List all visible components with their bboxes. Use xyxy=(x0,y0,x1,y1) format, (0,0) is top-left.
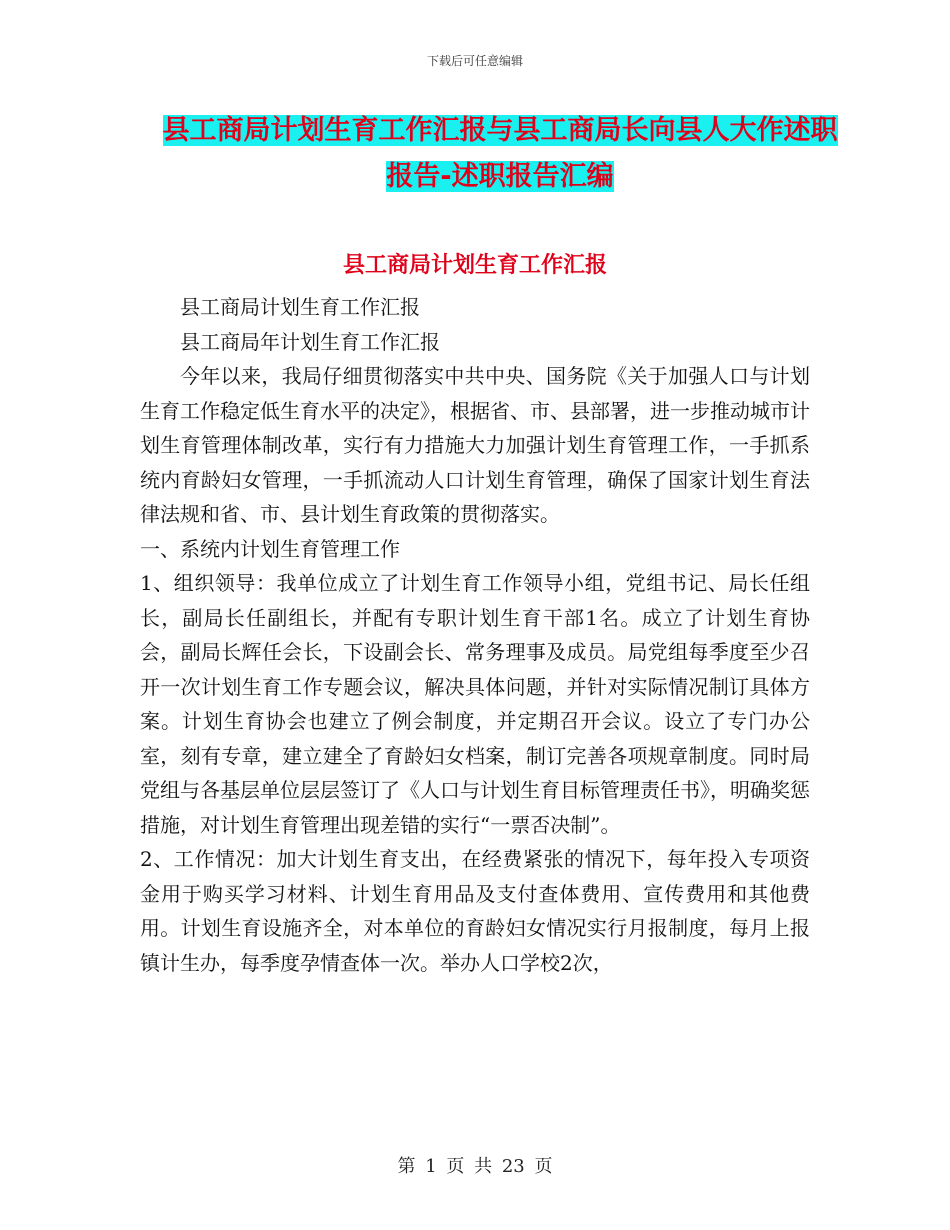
document-body xyxy=(140,290,810,980)
section-title: 县工商局计划生育工作汇报 xyxy=(342,253,607,278)
paragraph-intro: 今年以来，我局仔细贯彻落实中共中央、国务院《关于加强人口与计划生育工作稳定低生育水平的决定》，根据省、市、县部署，进一步推动城市计划生育管理体制改革，实行有力措施大力加强计划生育管理工作，一手抓系统内育龄妇女管理，一手抓流动人口计划生育管理，确保了国家计划生育法律法规和省、市、县计划生育政策的贯彻落实。 xyxy=(140,364,810,526)
page-number: 第 1 页 共 23 页 xyxy=(397,1156,553,1177)
paragraph-subtitle-year: 县工商局年计划生育工作汇报 xyxy=(180,329,440,354)
paragraph-item-2: 2、工作情况：加大计划生育支出，在经费紧张的情况下，每年投入专项资金用于购买学习材料、计划生育用品及支付查体费用、宣传费用和其他费用。计划生育设施齐全，对本单位的育龄妇女情况实行月报制度，每月上报镇计生办，每季度孕情查体一次。举办人口学校2次， xyxy=(140,847,810,975)
paragraph-subtitle: 县工商局计划生育工作汇报 xyxy=(180,295,420,319)
document-title-text: 县工商局计划生育工作汇报与县工商局长向县人大作述职报告-述职报告汇编 xyxy=(162,115,838,192)
page-header-note: 下载后可任意编辑 xyxy=(426,54,523,68)
document-title xyxy=(150,108,850,200)
paragraph-heading-1: 一、系统内计划生育管理工作 xyxy=(140,536,400,561)
paragraph-item-1: 1、组织领导：我单位成立了计划生育工作领导小组，党组书记、局长任组长，副局长任副组长，并配有专职计划生育干部1名。成立了计划生育协会，副局长辉任会长，下设副会长、常务理事及成员。局党组每季度至少召开一次计划生育工作专题会议，解决具体问题，并针对实际情况制订具体方案。计划生育协会也建立了例会制度，并定期召开会议。设立了专门办公室，刻有专章，建立建全了育龄妇女档案，制订完善各项规章制度。同时局党组与各基层单位层层签订了《人口与计划生育目标管理责任书》，明确奖惩措施，对计划生育管理出现差错的实行“一票否决制”。 xyxy=(140,571,810,837)
